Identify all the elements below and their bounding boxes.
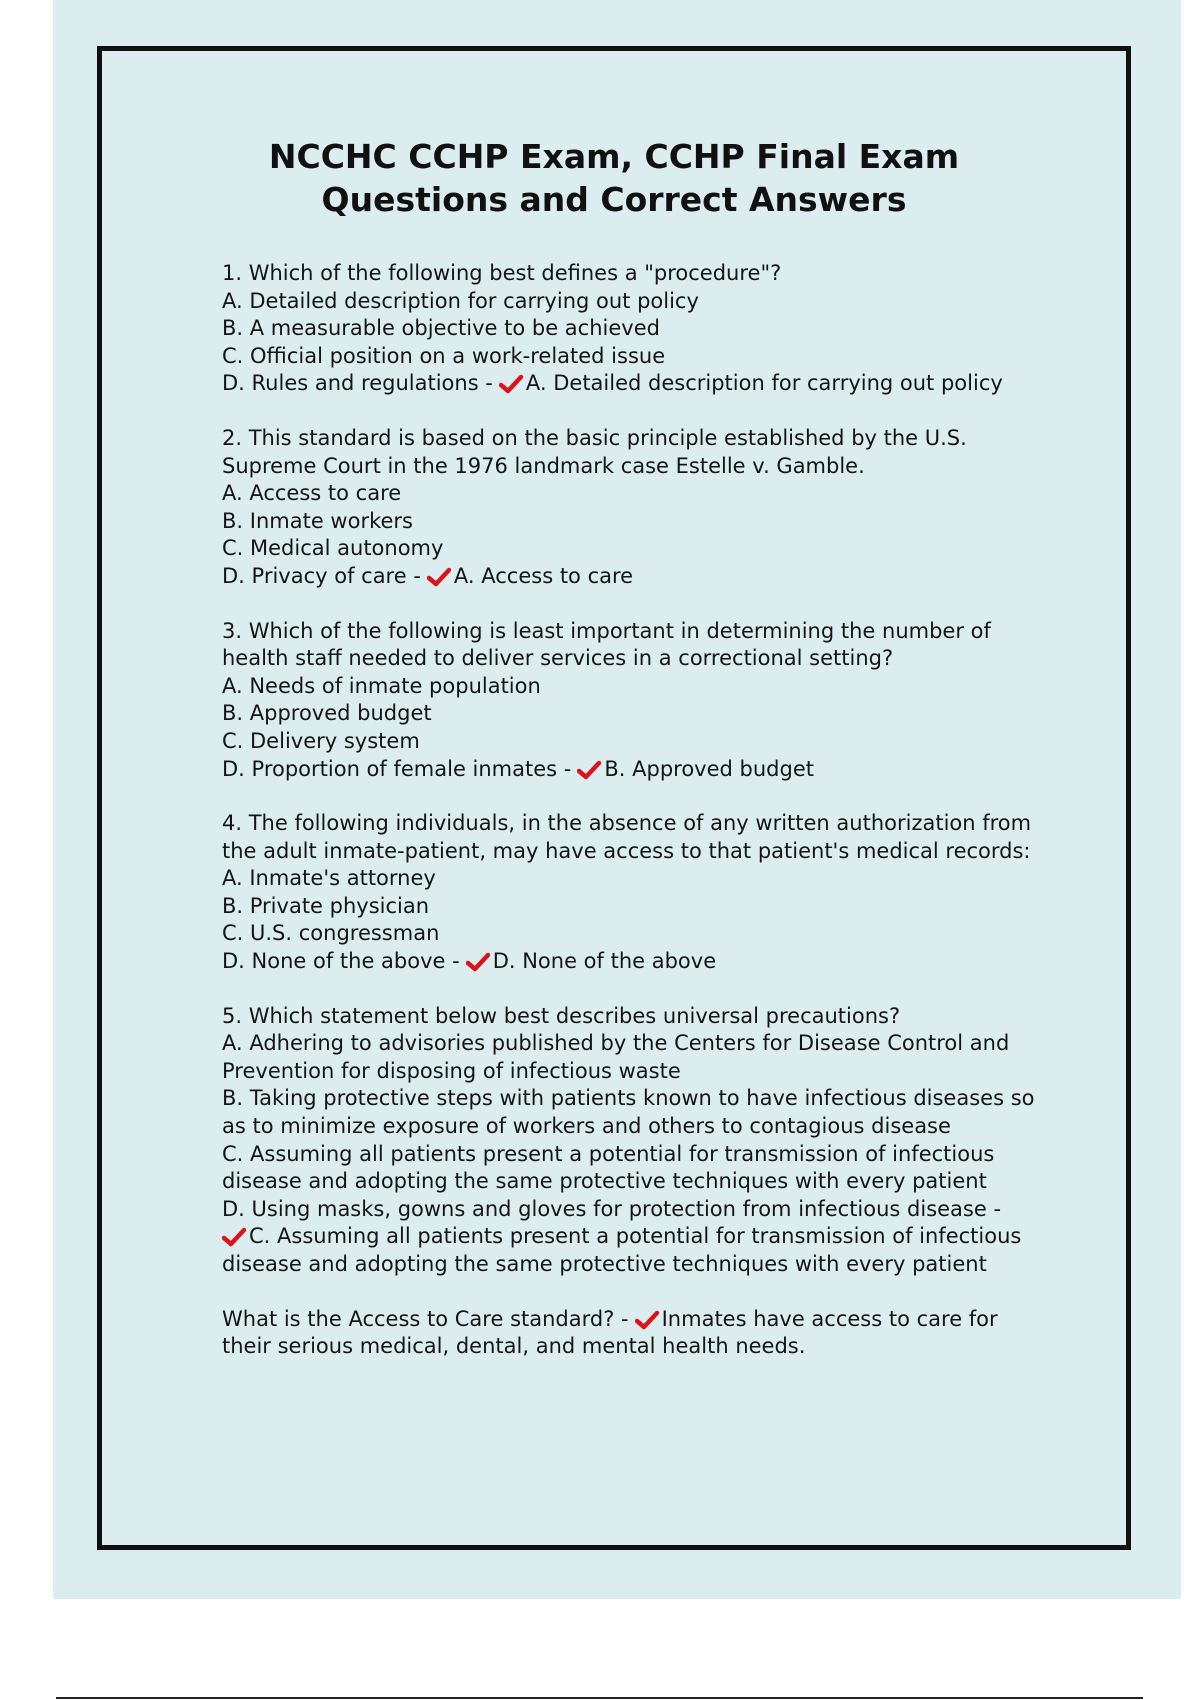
question-text: What is the Access to Care standard? -: [222, 1306, 629, 1331]
answer-line: [222, 1306, 1022, 1334]
correct-answer: their serious medical, dental, and mental health needs.: [222, 1334, 806, 1359]
question-block: [222, 1003, 1035, 1279]
option-text: B. Taking protective steps with patients known to have infectious diseases so: [222, 1086, 1035, 1111]
question-block: [222, 618, 1022, 784]
option-text: B. Inmate workers: [222, 508, 413, 533]
question-text: 4. The following individuals, in the absence of any written authorization from: [222, 811, 1032, 836]
option-text: A. Adhering to advisories published by the Centers for Disease Control and: [222, 1031, 1010, 1056]
question-text: 5. Which statement below best describes universal precautions?: [222, 1003, 901, 1028]
option-text: C. Official position on a work-related issue: [222, 343, 666, 368]
question-text: 2. This standard is based on the basic principle established by the U.S.: [222, 425, 967, 450]
question-text: Supreme Court in the 1976 landmark case Estelle v. Gamble.: [222, 453, 865, 478]
question-text: the adult inmate-patient, may have access to that patient's medical records:: [222, 838, 1031, 863]
option-text: D. Using masks, gowns and gloves for protection from infectious disease -: [222, 1196, 1002, 1221]
option-text: Prevention for disposing of infectious waste: [222, 1058, 681, 1083]
question-block: [222, 1306, 1022, 1361]
questions-list: [222, 260, 1035, 1388]
title-line-1: NCCHC CCHP Exam, CCHP Final Exam: [268, 137, 960, 176]
page-divider: [56, 1697, 1143, 1699]
answer-line: [222, 370, 1022, 398]
option-text: A. Access to care: [222, 481, 402, 506]
option-text: A. Detailed description for carrying out policy: [222, 288, 699, 313]
option-text: B. Private physician: [222, 893, 430, 918]
option-text: C. Assuming all patients present a potential for transmission of infectious: [222, 1141, 995, 1166]
question-block: [222, 425, 1022, 591]
answer-line: [222, 948, 1022, 976]
question-text: 1. Which of the following best defines a "procedure"?: [222, 261, 782, 285]
checkmark-icon: [222, 1227, 246, 1247]
option-text: D. None of the above -: [222, 949, 460, 974]
option-text: B. A measurable objective to be achieved: [222, 316, 660, 341]
question-text: health staff needed to deliver services in a correctional setting?: [222, 646, 894, 671]
correct-answer: B. Approved budget: [604, 756, 814, 781]
option-text: C. Medical autonomy: [222, 536, 444, 561]
option-text: B. Approved budget: [222, 701, 432, 726]
option-text: disease and adopting the same protective techniques with every patient: [222, 1169, 987, 1194]
correct-answer: Inmates have access to care for: [661, 1306, 998, 1331]
option-text: as to minimize exposure of workers and others to contagious disease: [222, 1114, 951, 1139]
answer-line: [222, 1223, 1022, 1251]
option-text: D. Proportion of female inmates -: [222, 756, 572, 781]
question-text: 3. Which of the following is least important in determining the number of: [222, 618, 991, 643]
correct-answer: C. Assuming all patients present a potential for transmission of infectious: [249, 1224, 1022, 1249]
option-text: A. Inmate's attorney: [222, 866, 436, 891]
question-block: [222, 260, 1022, 398]
document-title: [97, 135, 1131, 221]
answer-line: [222, 563, 1022, 591]
correct-answer: A. Access to care: [453, 563, 634, 588]
option-text: C. U.S. congressman: [222, 921, 440, 946]
checkmark-icon: [499, 374, 523, 394]
checkmark-icon: [466, 952, 490, 972]
option-text: D. Privacy of care -: [222, 563, 421, 588]
checkmark-icon: [635, 1310, 659, 1330]
answer-line: [222, 756, 1022, 784]
checkmark-icon: [427, 567, 451, 587]
checkmark-icon: [577, 760, 601, 780]
option-text: D. Rules and regulations -: [222, 371, 493, 396]
option-text: C. Delivery system: [222, 728, 420, 753]
title-line-2: Questions and Correct Answers: [321, 180, 907, 219]
correct-answer: A. Detailed description for carrying out policy: [525, 371, 1003, 396]
option-text: A. Needs of inmate population: [222, 673, 541, 698]
question-block: [222, 810, 1032, 976]
correct-answer: D. None of the above: [492, 949, 717, 974]
correct-answer: disease and adopting the same protective techniques with every patient: [222, 1252, 987, 1276]
